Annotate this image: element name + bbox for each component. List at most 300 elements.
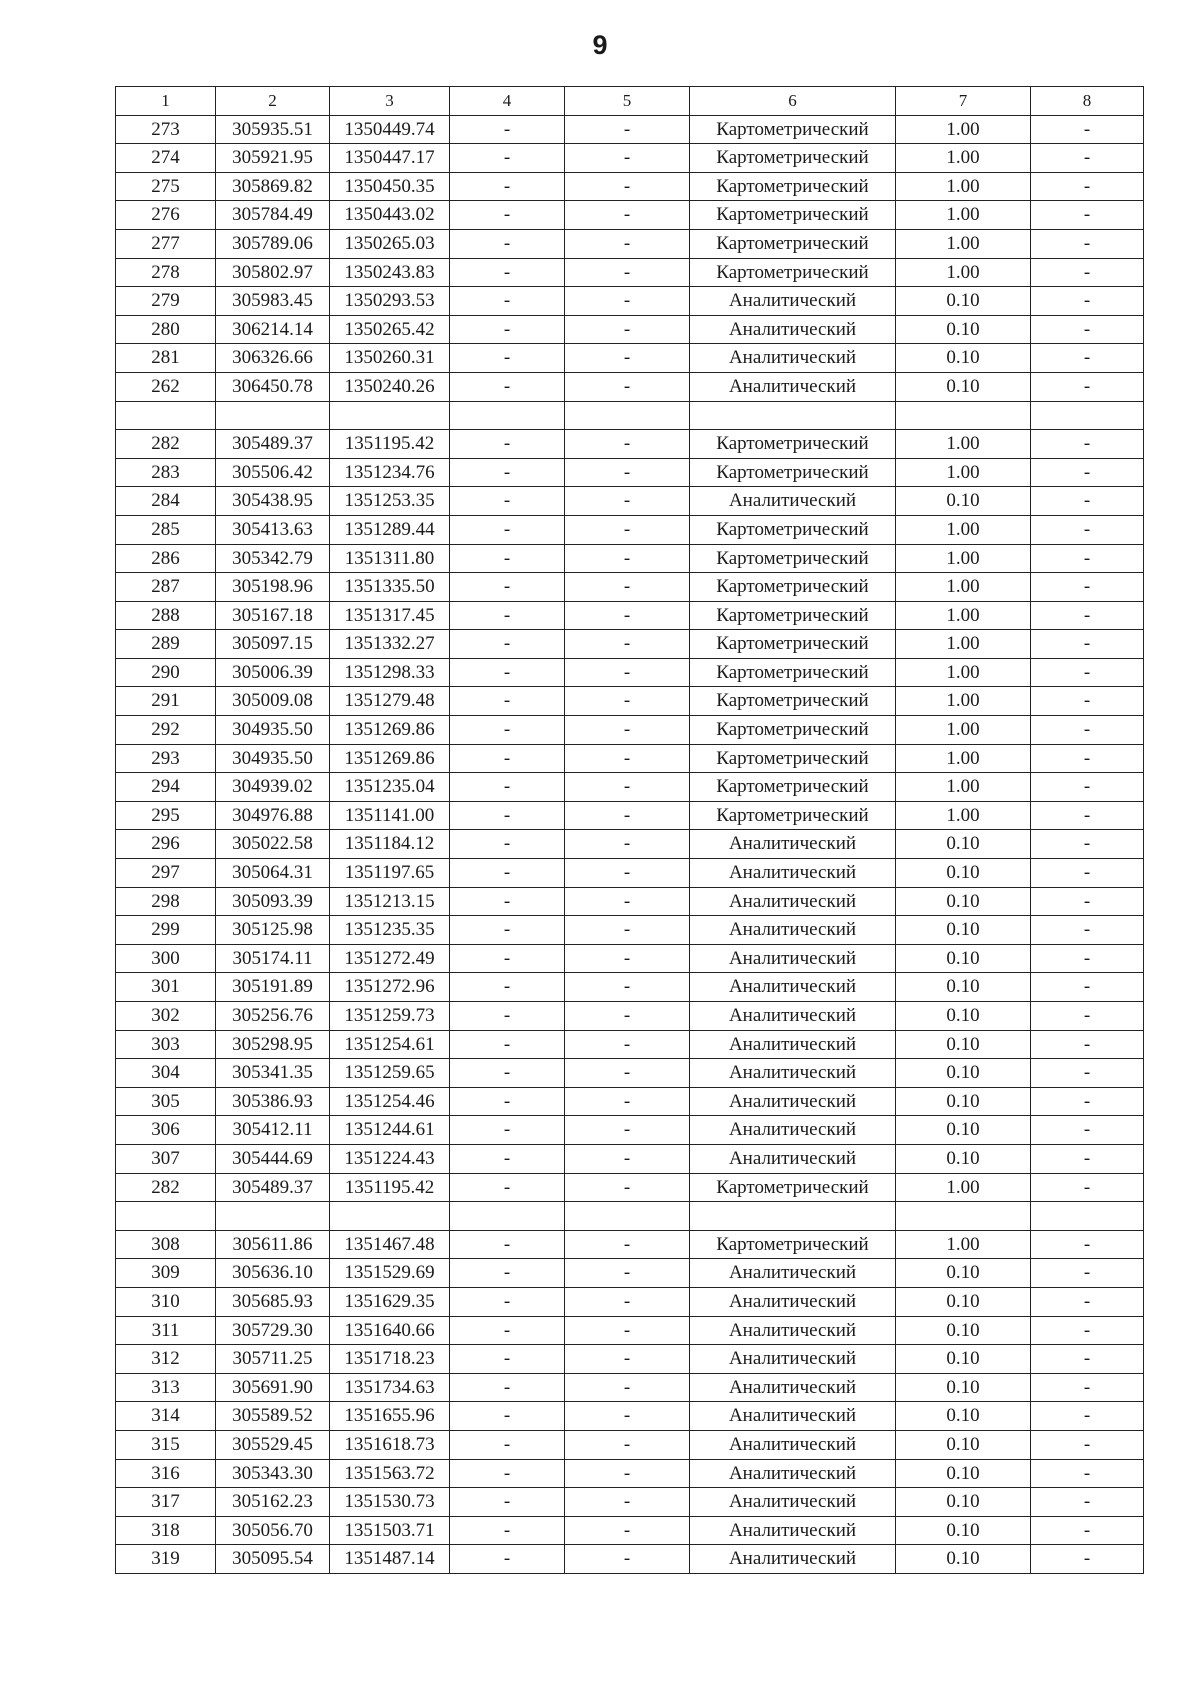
y-coordinate-cell: 1351467.48 — [330, 1230, 450, 1259]
accuracy-cell: 1.00 — [896, 201, 1031, 230]
y-coordinate-cell: 1351317.45 — [330, 601, 450, 630]
method-cell: Аналитический — [690, 315, 896, 344]
method-cell: Аналитический — [690, 1545, 896, 1574]
accuracy-cell: 0.10 — [896, 344, 1031, 373]
table-row — [116, 830, 1144, 859]
accuracy-cell: 0.10 — [896, 1116, 1031, 1145]
col8-cell: - — [1031, 229, 1144, 258]
y-coordinate-cell: 1351563.72 — [330, 1459, 450, 1488]
col8-cell: - — [1031, 1173, 1144, 1202]
accuracy-cell: 1.00 — [896, 144, 1031, 173]
accuracy-cell: 0.10 — [896, 1002, 1031, 1031]
col4-cell: - — [450, 229, 565, 258]
col4-cell: - — [450, 1259, 565, 1288]
table-row — [116, 1144, 1144, 1173]
col5-cell: - — [565, 344, 690, 373]
accuracy-cell: 0.10 — [896, 830, 1031, 859]
point-number-cell: 303 — [116, 1030, 216, 1059]
empty-cell — [565, 1202, 690, 1231]
table-row — [116, 487, 1144, 516]
empty-cell — [896, 1202, 1031, 1231]
x-coordinate-cell: 305636.10 — [216, 1259, 330, 1288]
point-number-cell: 296 — [116, 830, 216, 859]
point-number-cell: 276 — [116, 201, 216, 230]
col8-cell: - — [1031, 1488, 1144, 1517]
accuracy-cell: 0.10 — [896, 1030, 1031, 1059]
x-coordinate-cell: 305983.45 — [216, 287, 330, 316]
x-coordinate-cell: 305341.35 — [216, 1059, 330, 1088]
col4-cell: - — [450, 201, 565, 230]
accuracy-cell: 1.00 — [896, 229, 1031, 258]
y-coordinate-cell: 1351279.48 — [330, 687, 450, 716]
point-number-cell: 301 — [116, 973, 216, 1002]
y-coordinate-cell: 1351530.73 — [330, 1488, 450, 1517]
x-coordinate-cell: 304935.50 — [216, 716, 330, 745]
col5-cell: - — [565, 458, 690, 487]
table-row — [116, 1488, 1144, 1517]
accuracy-cell: 1.00 — [896, 630, 1031, 659]
table-row — [116, 458, 1144, 487]
y-coordinate-cell: 1351640.66 — [330, 1316, 450, 1345]
x-coordinate-cell: 305006.39 — [216, 658, 330, 687]
col8-cell: - — [1031, 487, 1144, 516]
col5-cell: - — [565, 773, 690, 802]
table-row — [116, 315, 1144, 344]
col8-cell: - — [1031, 1316, 1144, 1345]
col5-cell: - — [565, 944, 690, 973]
accuracy-cell: 1.00 — [896, 687, 1031, 716]
y-coordinate-cell: 1350450.35 — [330, 172, 450, 201]
point-number-cell: 278 — [116, 258, 216, 287]
x-coordinate-cell: 305802.97 — [216, 258, 330, 287]
empty-cell — [565, 401, 690, 430]
point-number-cell: 298 — [116, 887, 216, 916]
col5-cell: - — [565, 1030, 690, 1059]
point-number-cell: 297 — [116, 859, 216, 888]
point-number-cell: 280 — [116, 315, 216, 344]
col8-cell: - — [1031, 458, 1144, 487]
col8-cell: - — [1031, 372, 1144, 401]
x-coordinate-cell: 305056.70 — [216, 1516, 330, 1545]
x-coordinate-cell: 305729.30 — [216, 1316, 330, 1345]
x-coordinate-cell: 305789.06 — [216, 229, 330, 258]
col4-cell: - — [450, 1373, 565, 1402]
y-coordinate-cell: 1350240.26 — [330, 372, 450, 401]
x-coordinate-cell: 306214.14 — [216, 315, 330, 344]
point-number-cell: 319 — [116, 1545, 216, 1574]
col5-cell: - — [565, 372, 690, 401]
col8-cell: - — [1031, 1059, 1144, 1088]
point-number-cell: 281 — [116, 344, 216, 373]
method-cell: Аналитический — [690, 1516, 896, 1545]
col5-cell: - — [565, 630, 690, 659]
accuracy-cell: 1.00 — [896, 573, 1031, 602]
table-row — [116, 1059, 1144, 1088]
y-coordinate-cell: 1350243.83 — [330, 258, 450, 287]
col5-cell: - — [565, 144, 690, 173]
y-coordinate-cell: 1350260.31 — [330, 344, 450, 373]
x-coordinate-cell: 305869.82 — [216, 172, 330, 201]
method-cell: Аналитический — [690, 1430, 896, 1459]
col5-cell: - — [565, 1230, 690, 1259]
accuracy-cell: 0.10 — [896, 859, 1031, 888]
x-coordinate-cell: 306326.66 — [216, 344, 330, 373]
table-row — [116, 258, 1144, 287]
point-number-cell: 314 — [116, 1402, 216, 1431]
method-cell: Аналитический — [690, 1144, 896, 1173]
table-row — [116, 1173, 1144, 1202]
point-number-cell: 288 — [116, 601, 216, 630]
y-coordinate-cell: 1351259.65 — [330, 1059, 450, 1088]
method-cell: Картометрический — [690, 773, 896, 802]
col4-cell: - — [450, 487, 565, 516]
point-number-cell: 294 — [116, 773, 216, 802]
x-coordinate-cell: 305343.30 — [216, 1459, 330, 1488]
col4-cell: - — [450, 744, 565, 773]
method-cell: Картометрический — [690, 115, 896, 144]
col4-cell: - — [450, 887, 565, 916]
x-coordinate-cell: 304939.02 — [216, 773, 330, 802]
accuracy-cell: 0.10 — [896, 372, 1031, 401]
x-coordinate-cell: 305438.95 — [216, 487, 330, 516]
method-cell: Картометрический — [690, 716, 896, 745]
table-row — [116, 716, 1144, 745]
y-coordinate-cell: 1351269.86 — [330, 716, 450, 745]
col5-cell: - — [565, 172, 690, 201]
x-coordinate-cell: 305174.11 — [216, 944, 330, 973]
col8-cell: - — [1031, 1144, 1144, 1173]
col8-cell: - — [1031, 287, 1144, 316]
accuracy-cell: 1.00 — [896, 601, 1031, 630]
accuracy-cell: 1.00 — [896, 115, 1031, 144]
col4-cell: - — [450, 773, 565, 802]
col5-cell: - — [565, 1059, 690, 1088]
col5-cell: - — [565, 687, 690, 716]
table-row — [116, 1373, 1144, 1402]
y-coordinate-cell: 1350443.02 — [330, 201, 450, 230]
method-cell: Аналитический — [690, 372, 896, 401]
accuracy-cell: 0.10 — [896, 1259, 1031, 1288]
x-coordinate-cell: 305921.95 — [216, 144, 330, 173]
accuracy-cell: 0.10 — [896, 1545, 1031, 1574]
table-row — [116, 601, 1144, 630]
col5-cell: - — [565, 973, 690, 1002]
method-cell: Аналитический — [690, 1287, 896, 1316]
accuracy-cell: 1.00 — [896, 773, 1031, 802]
x-coordinate-cell: 305125.98 — [216, 916, 330, 945]
empty-cell — [690, 401, 896, 430]
table-row — [116, 944, 1144, 973]
table-row — [116, 201, 1144, 230]
col4-cell: - — [450, 716, 565, 745]
method-cell: Картометрический — [690, 801, 896, 830]
y-coordinate-cell: 1350293.53 — [330, 287, 450, 316]
col5-cell: - — [565, 258, 690, 287]
x-coordinate-cell: 305093.39 — [216, 887, 330, 916]
x-coordinate-cell: 305444.69 — [216, 1144, 330, 1173]
point-number-cell: 285 — [116, 515, 216, 544]
table-row — [116, 172, 1144, 201]
accuracy-cell: 1.00 — [896, 430, 1031, 459]
point-number-cell: 311 — [116, 1316, 216, 1345]
empty-cell — [216, 1202, 330, 1231]
method-cell: Картометрический — [690, 258, 896, 287]
accuracy-cell: 0.10 — [896, 973, 1031, 1002]
method-cell: Аналитический — [690, 1059, 896, 1088]
table-row — [116, 1030, 1144, 1059]
y-coordinate-cell: 1351272.96 — [330, 973, 450, 1002]
method-cell: Аналитический — [690, 1316, 896, 1345]
y-coordinate-cell: 1351503.71 — [330, 1516, 450, 1545]
accuracy-cell: 1.00 — [896, 1230, 1031, 1259]
col5-cell: - — [565, 601, 690, 630]
accuracy-cell: 0.10 — [896, 1345, 1031, 1374]
table-row — [116, 430, 1144, 459]
col8-cell: - — [1031, 916, 1144, 945]
table-row — [116, 887, 1144, 916]
method-cell: Картометрический — [690, 601, 896, 630]
col5-cell: - — [565, 1087, 690, 1116]
col8-cell: - — [1031, 1287, 1144, 1316]
x-coordinate-cell: 305611.86 — [216, 1230, 330, 1259]
col4-cell: - — [450, 601, 565, 630]
method-cell: Картометрический — [690, 544, 896, 573]
method-cell: Аналитический — [690, 1402, 896, 1431]
method-cell: Аналитический — [690, 830, 896, 859]
x-coordinate-cell: 305162.23 — [216, 1488, 330, 1517]
accuracy-cell: 0.10 — [896, 1144, 1031, 1173]
x-coordinate-cell: 305711.25 — [216, 1345, 330, 1374]
table-row — [116, 630, 1144, 659]
point-number-cell: 302 — [116, 1002, 216, 1031]
x-coordinate-cell: 305413.63 — [216, 515, 330, 544]
y-coordinate-cell: 1351235.35 — [330, 916, 450, 945]
y-coordinate-cell: 1351487.14 — [330, 1545, 450, 1574]
col4-cell: - — [450, 916, 565, 945]
table-row — [116, 1316, 1144, 1345]
x-coordinate-cell: 305386.93 — [216, 1087, 330, 1116]
col5-cell: - — [565, 487, 690, 516]
x-coordinate-cell: 305784.49 — [216, 201, 330, 230]
accuracy-cell: 0.10 — [896, 1373, 1031, 1402]
method-cell: Картометрический — [690, 144, 896, 173]
table-row — [116, 1087, 1144, 1116]
method-cell: Аналитический — [690, 944, 896, 973]
column-header-2: 2 — [216, 87, 330, 116]
y-coordinate-cell: 1351141.00 — [330, 801, 450, 830]
y-coordinate-cell: 1351618.73 — [330, 1430, 450, 1459]
point-number-cell: 292 — [116, 716, 216, 745]
y-coordinate-cell: 1350449.74 — [330, 115, 450, 144]
empty-cell — [1031, 1202, 1144, 1231]
method-cell: Аналитический — [690, 887, 896, 916]
method-cell: Картометрический — [690, 630, 896, 659]
point-number-cell: 306 — [116, 1116, 216, 1145]
accuracy-cell: 1.00 — [896, 258, 1031, 287]
col4-cell: - — [450, 258, 565, 287]
method-cell: Картометрический — [690, 744, 896, 773]
accuracy-cell: 0.10 — [896, 315, 1031, 344]
col5-cell: - — [565, 573, 690, 602]
col4-cell: - — [450, 372, 565, 401]
table-row — [116, 515, 1144, 544]
accuracy-cell: 0.10 — [896, 287, 1031, 316]
point-number-cell: 304 — [116, 1059, 216, 1088]
point-number-cell: 287 — [116, 573, 216, 602]
col8-cell: - — [1031, 1230, 1144, 1259]
col4-cell: - — [450, 944, 565, 973]
x-coordinate-cell: 305095.54 — [216, 1545, 330, 1574]
accuracy-cell: 0.10 — [896, 487, 1031, 516]
method-cell: Аналитический — [690, 1002, 896, 1031]
col4-cell: - — [450, 1430, 565, 1459]
x-coordinate-cell: 304935.50 — [216, 744, 330, 773]
table-row — [116, 973, 1144, 1002]
method-cell: Картометрический — [690, 172, 896, 201]
table-row — [116, 287, 1144, 316]
empty-cell — [896, 401, 1031, 430]
y-coordinate-cell: 1351253.35 — [330, 487, 450, 516]
col5-cell: - — [565, 1259, 690, 1288]
table-row — [116, 744, 1144, 773]
table-row — [116, 1259, 1144, 1288]
x-coordinate-cell: 306450.78 — [216, 372, 330, 401]
table-body — [116, 115, 1144, 1573]
col5-cell: - — [565, 801, 690, 830]
col5-cell: - — [565, 201, 690, 230]
y-coordinate-cell: 1351335.50 — [330, 573, 450, 602]
accuracy-cell: 0.10 — [896, 1402, 1031, 1431]
y-coordinate-cell: 1351235.04 — [330, 773, 450, 802]
accuracy-cell: 0.10 — [896, 887, 1031, 916]
method-cell: Аналитический — [690, 1345, 896, 1374]
col4-cell: - — [450, 430, 565, 459]
empty-cell — [690, 1202, 896, 1231]
x-coordinate-cell: 305064.31 — [216, 859, 330, 888]
col5-cell: - — [565, 830, 690, 859]
point-number-cell: 299 — [116, 916, 216, 945]
empty-cell — [116, 1202, 216, 1231]
x-coordinate-cell: 305009.08 — [216, 687, 330, 716]
col8-cell: - — [1031, 344, 1144, 373]
method-cell: Аналитический — [690, 1488, 896, 1517]
col5-cell: - — [565, 430, 690, 459]
y-coordinate-cell: 1351259.73 — [330, 1002, 450, 1031]
table-row — [116, 916, 1144, 945]
col4-cell: - — [450, 1402, 565, 1431]
col4-cell: - — [450, 1144, 565, 1173]
accuracy-cell: 0.10 — [896, 1516, 1031, 1545]
col8-cell: - — [1031, 115, 1144, 144]
method-cell: Аналитический — [690, 973, 896, 1002]
accuracy-cell: 0.10 — [896, 916, 1031, 945]
table-row — [116, 1430, 1144, 1459]
point-number-cell: 293 — [116, 744, 216, 773]
col4-cell: - — [450, 658, 565, 687]
col5-cell: - — [565, 1287, 690, 1316]
table-row — [116, 372, 1144, 401]
y-coordinate-cell: 1351195.42 — [330, 1173, 450, 1202]
x-coordinate-cell: 305489.37 — [216, 430, 330, 459]
accuracy-cell: 0.10 — [896, 1287, 1031, 1316]
col4-cell: - — [450, 1059, 565, 1088]
point-number-cell: 308 — [116, 1230, 216, 1259]
point-number-cell: 305 — [116, 1087, 216, 1116]
y-coordinate-cell: 1351254.61 — [330, 1030, 450, 1059]
y-coordinate-cell: 1351184.12 — [330, 830, 450, 859]
col8-cell: - — [1031, 830, 1144, 859]
point-number-cell: 279 — [116, 287, 216, 316]
accuracy-cell: 0.10 — [896, 944, 1031, 973]
col8-cell: - — [1031, 1373, 1144, 1402]
point-number-cell: 274 — [116, 144, 216, 173]
col4-cell: - — [450, 172, 565, 201]
table-row — [116, 859, 1144, 888]
column-header-8: 8 — [1031, 87, 1144, 116]
y-coordinate-cell: 1351332.27 — [330, 630, 450, 659]
header-row — [116, 87, 1144, 116]
point-number-cell: 300 — [116, 944, 216, 973]
point-number-cell: 289 — [116, 630, 216, 659]
x-coordinate-cell: 305589.52 — [216, 1402, 330, 1431]
table-row — [116, 544, 1144, 573]
method-cell: Аналитический — [690, 859, 896, 888]
y-coordinate-cell: 1351289.44 — [330, 515, 450, 544]
point-number-cell: 286 — [116, 544, 216, 573]
point-number-cell: 317 — [116, 1488, 216, 1517]
col5-cell: - — [565, 515, 690, 544]
method-cell: Картометрический — [690, 658, 896, 687]
column-header-3: 3 — [330, 87, 450, 116]
accuracy-cell: 1.00 — [896, 1173, 1031, 1202]
x-coordinate-cell: 305691.90 — [216, 1373, 330, 1402]
col4-cell: - — [450, 1287, 565, 1316]
separator-row — [116, 1202, 1144, 1231]
point-number-cell: 277 — [116, 229, 216, 258]
col4-cell: - — [450, 1030, 565, 1059]
col4-cell: - — [450, 1459, 565, 1488]
table-row — [116, 1459, 1144, 1488]
table-row — [116, 229, 1144, 258]
point-number-cell: 315 — [116, 1430, 216, 1459]
x-coordinate-cell: 305097.15 — [216, 630, 330, 659]
table-row — [116, 115, 1144, 144]
point-number-cell: 310 — [116, 1287, 216, 1316]
col4-cell: - — [450, 1087, 565, 1116]
column-header-5: 5 — [565, 87, 690, 116]
table-row — [116, 687, 1144, 716]
method-cell: Аналитический — [690, 1030, 896, 1059]
col4-cell: - — [450, 1173, 565, 1202]
col4-cell: - — [450, 1002, 565, 1031]
point-number-cell: 290 — [116, 658, 216, 687]
col5-cell: - — [565, 1345, 690, 1374]
y-coordinate-cell: 1351234.76 — [330, 458, 450, 487]
accuracy-cell: 0.10 — [896, 1430, 1031, 1459]
empty-cell — [1031, 401, 1144, 430]
method-cell: Аналитический — [690, 1116, 896, 1145]
col5-cell: - — [565, 1173, 690, 1202]
method-cell: Картометрический — [690, 687, 896, 716]
table-row — [116, 801, 1144, 830]
x-coordinate-cell: 304976.88 — [216, 801, 330, 830]
table-row — [116, 1116, 1144, 1145]
col8-cell: - — [1031, 315, 1144, 344]
col5-cell: - — [565, 287, 690, 316]
column-header-4: 4 — [450, 87, 565, 116]
y-coordinate-cell: 1351311.80 — [330, 544, 450, 573]
y-coordinate-cell: 1350447.17 — [330, 144, 450, 173]
